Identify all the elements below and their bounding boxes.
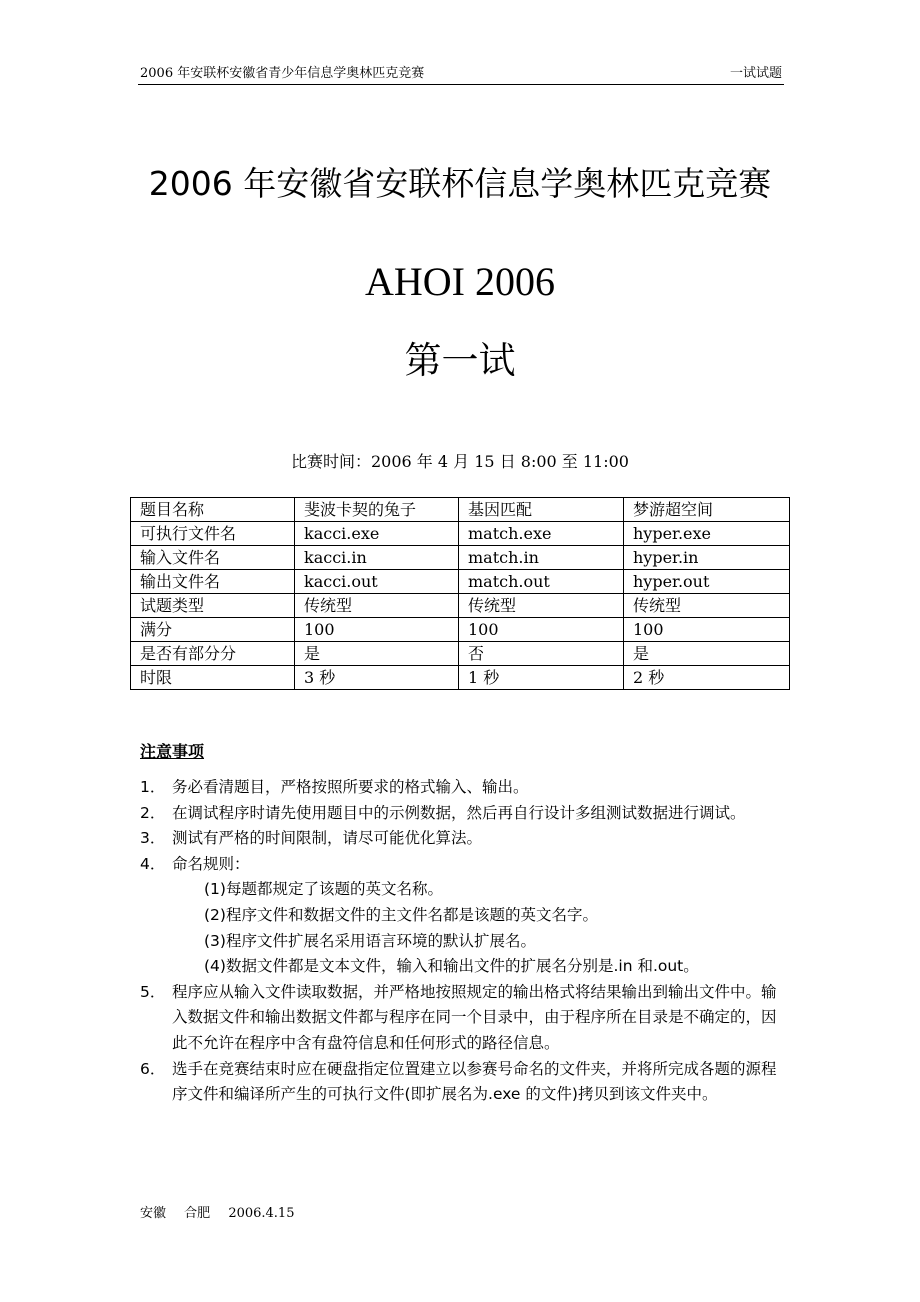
sub-item: (3)程序文件扩展名采用语言环境的默认扩展名。 <box>204 931 536 950</box>
table-cell: 是 <box>624 642 790 666</box>
table-row <box>131 666 790 690</box>
list-item <box>140 801 785 827</box>
table-cell: 3 秒 <box>295 666 459 690</box>
list-item <box>140 852 785 980</box>
contest-time: 比赛时间：2006 年 4 月 15 日 8:00 至 11:00 <box>291 452 629 471</box>
table-cell: kacci.out <box>295 570 459 594</box>
item-text: 在调试程序时请先使用题目中的示例数据，然后再自行设计多组测试数据进行调试。 <box>172 803 746 822</box>
table-cell: 满分 <box>131 618 295 642</box>
table-cell: 斐波卡契的兔子 <box>295 498 459 522</box>
item-text: 命名规则： <box>172 854 250 873</box>
table-cell: 试题类型 <box>131 594 295 618</box>
table-row <box>131 618 790 642</box>
table-cell: 是否有部分分 <box>131 642 295 666</box>
item-text: 测试有严格的时间限制，请尽可能优化算法。 <box>172 829 483 848</box>
table-row <box>131 546 790 570</box>
list-item <box>140 1057 785 1108</box>
problem-info-table <box>130 497 790 690</box>
table-cell: match.out <box>459 570 624 594</box>
page-header <box>138 66 784 85</box>
sub-item: (4)数据文件都是文本文件，输入和输出文件的扩展名分别是.in 和.out。 <box>204 957 699 976</box>
sub-item: (1)每题都规定了该题的英文名称。 <box>204 880 443 899</box>
item-number: 5． <box>140 982 166 1001</box>
table-cell: 基因匹配 <box>459 498 624 522</box>
header-right-text: 一试试题 <box>729 66 782 81</box>
list-item <box>140 980 785 1057</box>
table-cell: 输入文件名 <box>131 546 295 570</box>
table-cell: hyper.out <box>624 570 790 594</box>
table-cell: match.exe <box>459 522 624 546</box>
list-item <box>140 775 785 801</box>
footer-city: 合肥 <box>184 1206 211 1221</box>
table-cell: 100 <box>295 618 459 642</box>
table-cell: 2 秒 <box>624 666 790 690</box>
item-number: 6． <box>140 1059 166 1078</box>
table-row <box>131 498 790 522</box>
table-row <box>131 522 790 546</box>
item-number: 2． <box>140 803 166 822</box>
table-row <box>131 642 790 666</box>
sub-item: (2)程序文件和数据文件的主文件名都是该题的英文名字。 <box>204 905 598 924</box>
table-cell: 时限 <box>131 666 295 690</box>
table-cell: 1 秒 <box>459 666 624 690</box>
header-left-text: 2006 年安联杯安徽省青少年信息学奥林匹克竞赛 <box>140 66 425 81</box>
table-cell: match.in <box>459 546 624 570</box>
table-cell: 100 <box>624 618 790 642</box>
table-cell: 传统型 <box>459 594 624 618</box>
item-number: 4． <box>140 854 166 873</box>
table-cell: 是 <box>295 642 459 666</box>
table-cell: hyper.exe <box>624 522 790 546</box>
table-cell: kacci.exe <box>295 522 459 546</box>
table-cell: 可执行文件名 <box>131 522 295 546</box>
list-item <box>140 826 785 852</box>
footer-date: 2006.4.15 <box>228 1206 295 1221</box>
table-cell: 题目名称 <box>131 498 295 522</box>
footer-province: 安徽 <box>140 1206 167 1221</box>
table-cell: 100 <box>459 618 624 642</box>
item-text: 务必看清题目，严格按照所要求的格式输入、输出。 <box>172 778 529 796</box>
page-footer <box>140 1206 308 1222</box>
table-cell: kacci.in <box>295 546 459 570</box>
item-text: 程序应从输入文件读取数据，并严格地按照规定的输出格式将结果输出到输出文件中。输入数据文件和输出数据文件都与程序在同一个目录中，由于程序所在目录是不确定的，因此不允许在程序中含有盘符信息和任何形式的路径信息。 <box>172 982 777 1052</box>
round-title: 第一试 <box>404 339 516 382</box>
item-text: 选手在竞赛结束时应在硬盘指定位置建立以参赛号命名的文件夹，并将所完成各题的源程序文件和编译所产生的可执行文件(即扩展名为.exe 的文件)拷贝到该文件夹中。 <box>172 1059 777 1104</box>
table-cell: hyper.in <box>624 546 790 570</box>
table-cell: 输出文件名 <box>131 570 295 594</box>
table-row <box>131 570 790 594</box>
document-title: 2006 年安徽省安联杯信息学奥林匹克竞赛 <box>148 164 772 203</box>
notes-heading: 注意事项 <box>140 742 205 761</box>
table-cell: 梦游超空间 <box>624 498 790 522</box>
table-cell: 传统型 <box>624 594 790 618</box>
table-row <box>131 594 790 618</box>
notes-list <box>140 775 785 1108</box>
item-number: 1． <box>140 778 166 796</box>
table-cell: 传统型 <box>295 594 459 618</box>
contest-code: AHOI 2006 <box>365 259 555 304</box>
item-number: 3． <box>140 829 166 848</box>
table-cell: 否 <box>459 642 624 666</box>
